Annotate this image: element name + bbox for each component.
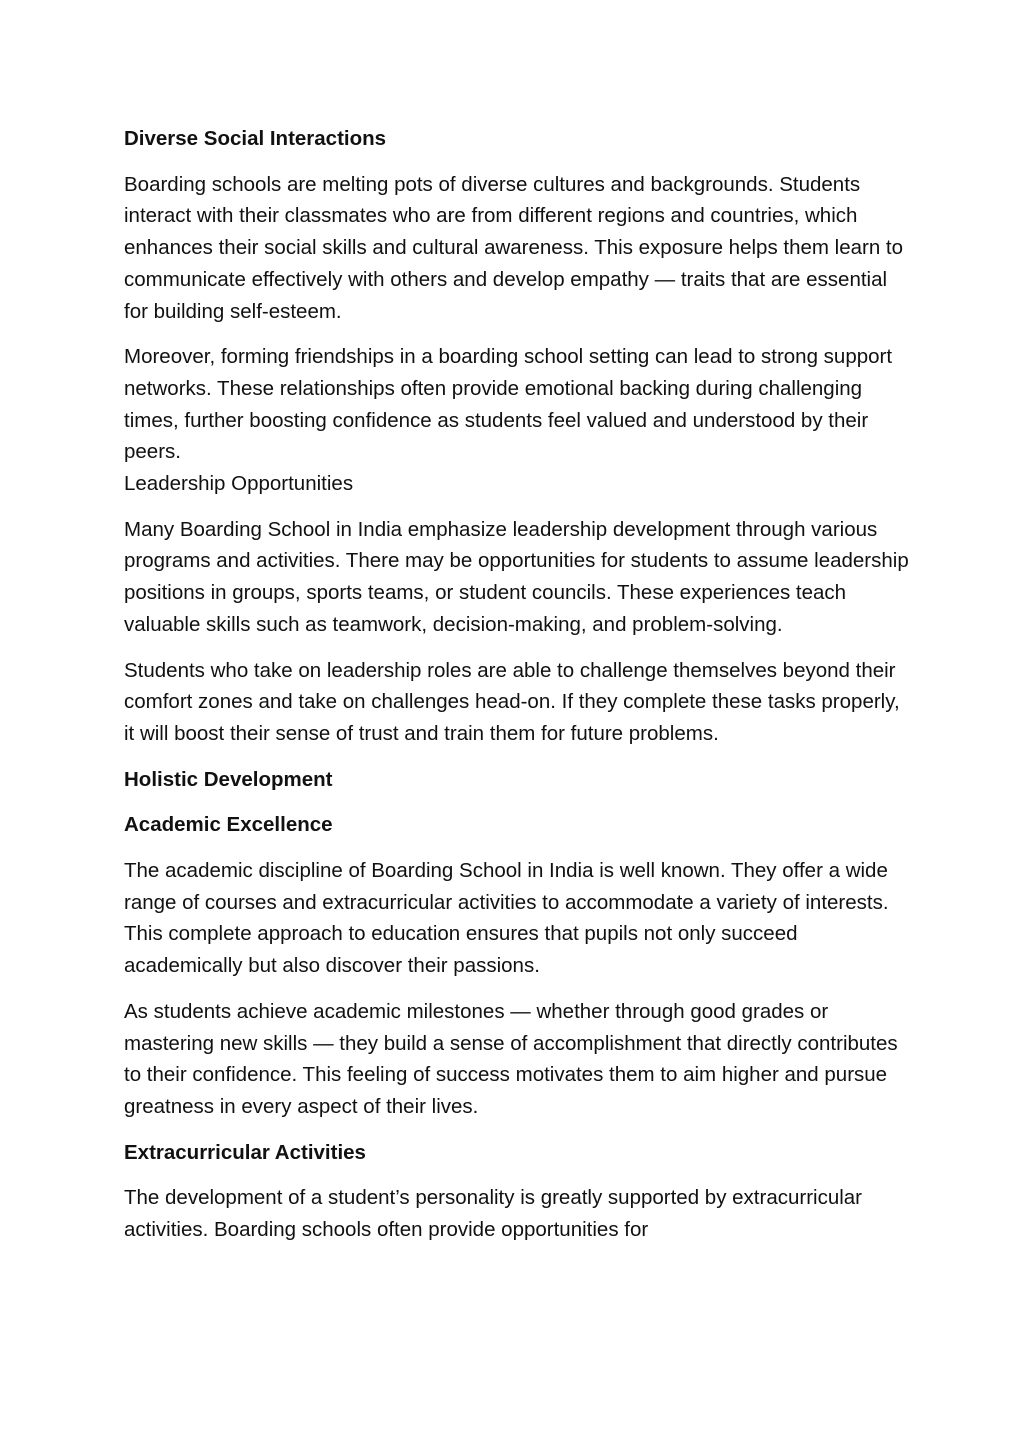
heading-extracurricular-activities: Extracurricular Activities <box>124 1140 366 1164</box>
paragraph-leadership-roles: Students who take on leadership roles are able to challenge themselves beyond their comfort zones and take on challenges head-on. If they complete these tasks properly, it will boost their sense of trust and train them for future problems. <box>124 658 900 745</box>
paragraph-friendships: Moreover, forming friendships in a boarding school setting can lead to strong support networks. These relationships often provide emotional backing during challenging times, further boosting confidence as students feel valued and understood by their peers. <box>124 345 893 464</box>
paragraph-academic-milestones: As students achieve academic milestones — whether through good grades or mastering new skills — they build a sense of accomplishment that directly contributes to their confidence. This feeling of success motivates them to aim higher and pursue greatness in every aspect of their lives. <box>124 999 898 1118</box>
heading-academic-excellence: Academic Excellence <box>124 813 333 837</box>
document-body <box>124 123 914 1260</box>
paragraph-diverse-cultures: Boarding schools are melting pots of diverse cultures and backgrounds. Students interact with their classmates who are from different regions and countries, which enhances their social skills and cultural awareness. This exposure helps them learn to communicate effectively with others and develop empathy — traits that are essential for building self-esteem. <box>124 172 904 323</box>
heading-leadership-opportunities: Leadership Opportunities <box>124 472 354 496</box>
heading-holistic-development: Holistic Development <box>124 767 333 791</box>
heading-diverse-social-interactions: Diverse Social Interactions <box>124 127 387 150</box>
paragraph-extracurricular: The development of a student’s personality is greatly supported by extracurricular activities. Boarding schools often provide opportunities for <box>124 1186 863 1242</box>
paragraph-leadership-development: Many Boarding School in India emphasize leadership development through various programs and activities. There may be opportunities for students to assume leadership positions in groups, sports teams, or student councils. These experiences teach valuable skills such as teamwork, decision-making, and problem-solving. <box>124 517 909 636</box>
paragraph-academic-discipline: The academic discipline of Boarding School in India is well known. They offer a wide range of courses and extracurricular activities to accommodate a variety of interests. This complete approach to education ensures that pupils not only succeed academically but also discover their passions. <box>124 859 889 978</box>
